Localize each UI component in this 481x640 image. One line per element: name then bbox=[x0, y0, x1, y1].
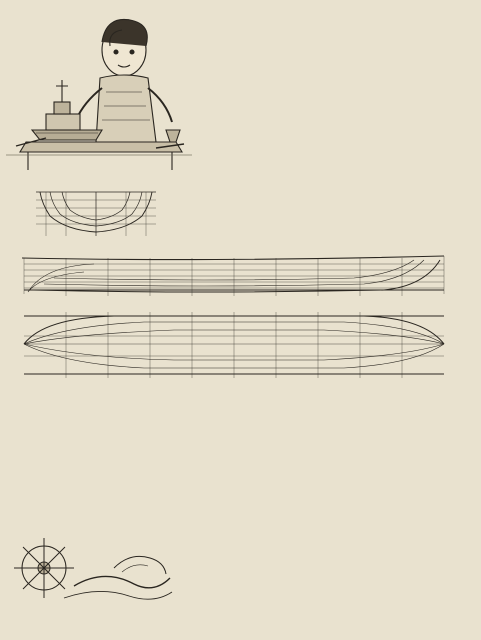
body-plan-drawing bbox=[6, 180, 186, 246]
boy-with-model-illustration bbox=[6, 2, 192, 172]
lines-plan-drawing bbox=[4, 246, 476, 382]
ship-wheel-wave-illustration bbox=[4, 528, 174, 608]
